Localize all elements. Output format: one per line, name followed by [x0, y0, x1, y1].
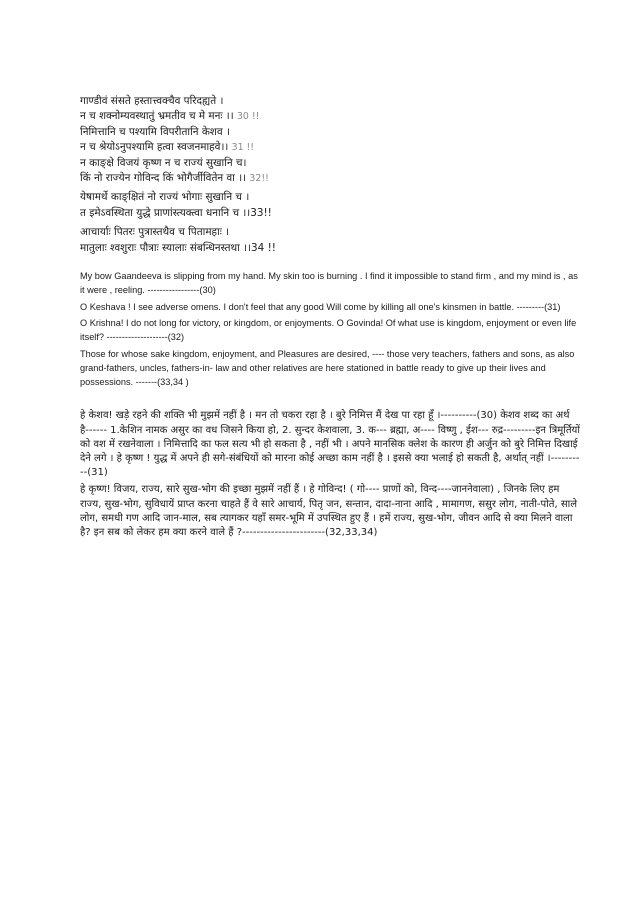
hindi-paragraph: हे कृष्ण! विजय, राज्य, सारे सुख-भोग की इच्छा मुझमें नहीं हैं । हे गोविन्द! ( गो---- प्राणों को, विन्द----जाननेवाला) , जिनके लिए हम राज्य, सुख-भोग, सुविधायें प्राप्त करना चाहते हैं वे सारे आचार्य, पितृ जन, सन्तान, दादा-नाना आदि , मामागण, ससुर लोग, नाती-पोते, साले लोग, समधी गण आदि जान-माल, सब त्यागकर यहाँ समर-भूमि में उपस्थित हुए हैं । हमें राज्य, सुख-भोग, जीवन आदि से क्या मिलने वाला है? इन सब को लेकर हम क्या करने वाले हैं ?-----------------------(32,33,34)	[80, 484, 577, 539]
verse-line: आचार्याः पितरः पुत्रास्तथैव च पितामहाः ।	[80, 226, 230, 239]
verse-line: मातुलाः श्वशुराः पौत्राः स्यालाः संबन्धिनस्तथा ।।34 !!	[80, 241, 276, 254]
verse-line: न च शक्नोम्यवस्थातुं भ्रमतीव च मे मनः ।। 30 !!	[80, 110, 260, 123]
english-paragraph: O Krishna! I do not long for victory, or kingdom, or enjoyments. O Govinda! Of what use is kingdom, enjoyment or even life itself? --------------------(32)	[80, 318, 577, 343]
hindi-commentary	[80, 409, 580, 540]
verse-line: न च श्रेयोऽनुपश्यामि हत्वा स्वजनमाहवे।। 31 !!	[80, 141, 255, 154]
verse-line: निमित्तानि च पश्यामि विपरीतानि केशव ।	[80, 125, 230, 138]
verse-line: किं नो राज्येन गोविन्द किं भोगैर्जीवितेन वा ।। 32!!	[80, 172, 269, 185]
verse-line: न काङ्क्षे विजयं कृष्ण न च राज्यं सुखानि च।	[80, 156, 247, 169]
verse-number: 32!!	[249, 173, 269, 185]
verse-line: त इमेऽवस्थिता युद्धे प्राणांस्त्यक्त्वा धनानि च ।।33!!	[80, 206, 272, 219]
verse-number: 31 !!	[231, 142, 255, 154]
english-paragraph: My bow Gaandeeva is slipping from my hand. My skin too is burning . I find it impossible to stand firm , and my mind is , as it were , reeling. -----------------(30)	[80, 271, 578, 295]
sanskrit-verses	[80, 94, 580, 256]
english-paragraph: Those for whose sake kingdom, enjoyment, and Pleasures are desired, ---- those very teachers, fathers and sons, as also grand-fathers, uncles, fathers-in- law and other relatives are here stationed in battle ready to give up their lives and possessions. -------(33,34 )	[80, 349, 575, 387]
document-page	[80, 94, 580, 543]
hindi-paragraph: हे केशव! खड़े रहने की शक्ति भी मुझमें नहीं है । मन तो चकरा रहा है । बुरे निमित्त मैं देख पा रहा हूँ ।----------(30) केशव शब्द का अर्थ है------ 1.केशिन नामक असुर का वध जिसने किया हो, 2. सुन्दर केशवाला, 3. क--- ब्रह्मा, अ---- विष्णु , ईश--- रुद्र---------इन त्रिमूर्तियों को वश में रखनेवाला । निमित्तादि का फल सत्य भी हो सकता है , नहीं भी । अपने मानसिक क्लेश के कारण ही अर्जुन को बुरे निमित्त दिखाई देने लगे । हे कृष्ण ! युद्ध में अपने ही सगे-संबंधियों को मारना कोई अच्छा काम नहीं है । इससे क्या भलाई हो सकती है, अर्थात् नहीं ।----------(31)	[80, 410, 580, 479]
verse-number: 30 !!	[236, 111, 260, 123]
verse-line: गाण्डीवं संसते हस्तात्त्वक्चैव परिदह्यते ।	[80, 95, 224, 107]
verse-line: येषामर्थे काङ्क्षितं नो राज्यं भोगाः सुखानि च ।	[80, 191, 250, 204]
english-translation	[80, 270, 580, 389]
english-paragraph: O Keshava ! I see adverse omens. I don't feel that any good Will come by killing all one's kinsmen in battle. ---------(31)	[80, 301, 561, 312]
